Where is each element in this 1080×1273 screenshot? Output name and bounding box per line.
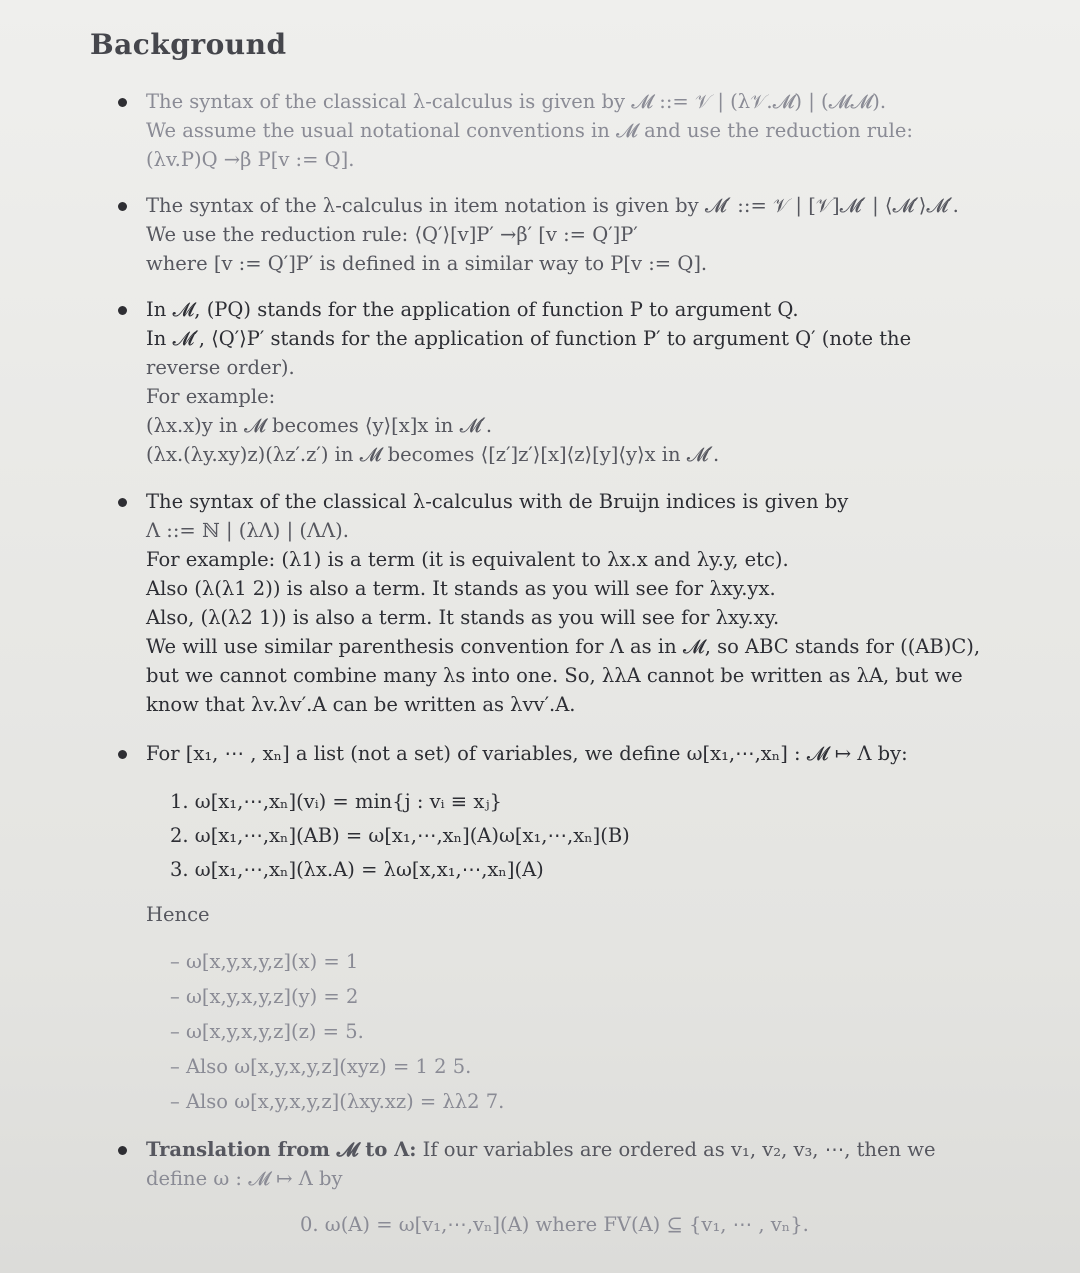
paragraph-line: For example:	[146, 385, 276, 408]
definition-item-3: 3. ω[x₁,⋯,xₙ](λx.A) = λω[x,x₁,⋯,xₙ](A)	[170, 858, 544, 881]
paragraph-line: The syntax of the classical λ-calculus with de Bruijn indices is given by	[146, 490, 849, 513]
paragraph-line: define ω : 𝓜 ↦ Λ by	[146, 1167, 343, 1190]
translation-label: Translation from 𝓜 to Λ:	[146, 1138, 417, 1161]
bullet-dot-icon	[118, 306, 127, 315]
paragraph-line: We will use similar parenthesis convention for Λ as in 𝓜, so ABC stands for ((AB)C),	[146, 635, 981, 658]
paragraph-line: (λv.P)Q →β P[v := Q].	[146, 148, 355, 171]
paragraph-line: know that λv.λv′.A can be written as λvv′.A.	[146, 693, 576, 716]
translation-definition: 0. ω(A) = ω[v₁,⋯,vₙ](A) where FV(A) ⊆ {v₁, ⋯ , vₙ}.	[300, 1213, 809, 1236]
example-line: (λx.x)y in 𝓜 becomes ⟨y⟩[x]x in 𝓜′.	[146, 414, 493, 437]
hence-item: – ω[x,y,x,y,z](y) = 2	[170, 985, 359, 1008]
bullet-dot-icon	[118, 498, 127, 507]
paragraph-line: Also (λ(λ1 2)) is also a term. It stands as you will see for λxy.yx.	[146, 577, 776, 600]
definition-item-1: 1. ω[x₁,⋯,xₙ](vᵢ) = min{j : vᵢ ≡ xⱼ}	[170, 790, 502, 813]
paragraph-line: reverse order).	[146, 356, 295, 379]
paragraph-line: We use the reduction rule: ⟨Q′⟩[v]P′ →β′ [v := Q′]P′	[146, 223, 638, 246]
paragraph-line: The syntax of the λ-calculus in item notation is given by 𝓜′ ::= 𝒱 | [𝒱]𝓜′ | ⟨𝓜′⟩𝓜′.	[146, 194, 959, 217]
section-heading: Background	[90, 28, 287, 61]
hence-item: – ω[x,y,x,y,z](x) = 1	[170, 950, 359, 973]
definition-item-2: 2. ω[x₁,⋯,xₙ](AB) = ω[x₁,⋯,xₙ](A)ω[x₁,⋯,xₙ](B)	[170, 824, 630, 847]
paragraph-line: where [v := Q′]P′ is defined in a similar way to P[v := Q].	[146, 252, 708, 275]
bullet-dot-icon	[118, 98, 127, 107]
paragraph-line: but we cannot combine many λs into one. So, λλA cannot be written as λA, but we	[146, 664, 963, 687]
paragraph-line: In 𝓜, (PQ) stands for the application of function P to argument Q.	[146, 298, 799, 321]
hence-item: – Also ω[x,y,x,y,z](λxy.xz) = λλ2 7.	[170, 1090, 505, 1113]
example-line: (λx.(λy.xy)z)(λz′.z′) in 𝓜 becomes ⟨[z′]z′⟩[x]⟨z⟩[y]⟨y⟩x in 𝓜′.	[146, 443, 720, 466]
hence-label: Hence	[146, 903, 210, 926]
bullet-dot-icon	[118, 750, 127, 759]
translation-text: If our variables are ordered as v₁, v₂, v₃, ⋯, then we	[416, 1138, 936, 1161]
paragraph-line: Λ ::= ℕ | (λΛ) | (ΛΛ).	[146, 519, 349, 542]
paragraph-line: We assume the usual notational conventions in 𝓜 and use the reduction rule:	[146, 119, 914, 142]
paragraph-line: The syntax of the classical λ-calculus is given by 𝓜 ::= 𝒱 | (λ𝒱.𝓜) | (𝓜𝓜).	[146, 90, 887, 113]
hence-item: – Also ω[x,y,x,y,z](xyz) = 1 2 5.	[170, 1055, 472, 1078]
paragraph-line: Also, (λ(λ2 1)) is also a term. It stands as you will see for λxy.xy.	[146, 606, 780, 629]
bullet-dot-icon	[118, 202, 127, 211]
paragraph-line: For example: (λ1) is a term (it is equivalent to λx.x and λy.y, etc).	[146, 548, 789, 571]
hence-item: – ω[x,y,x,y,z](z) = 5.	[170, 1020, 364, 1043]
paragraph-line: In 𝓜′, ⟨Q′⟩P′ stands for the application of function P′ to argument Q′ (note the	[146, 327, 912, 350]
bullet-dot-icon	[118, 1146, 127, 1155]
paragraph-line: For [x₁, ⋯ , xₙ] a list (not a set) of variables, we define ω[x₁,⋯,xₙ] : 𝓜 ↦ Λ by:	[146, 742, 908, 765]
paragraph-line	[146, 1136, 936, 1164]
